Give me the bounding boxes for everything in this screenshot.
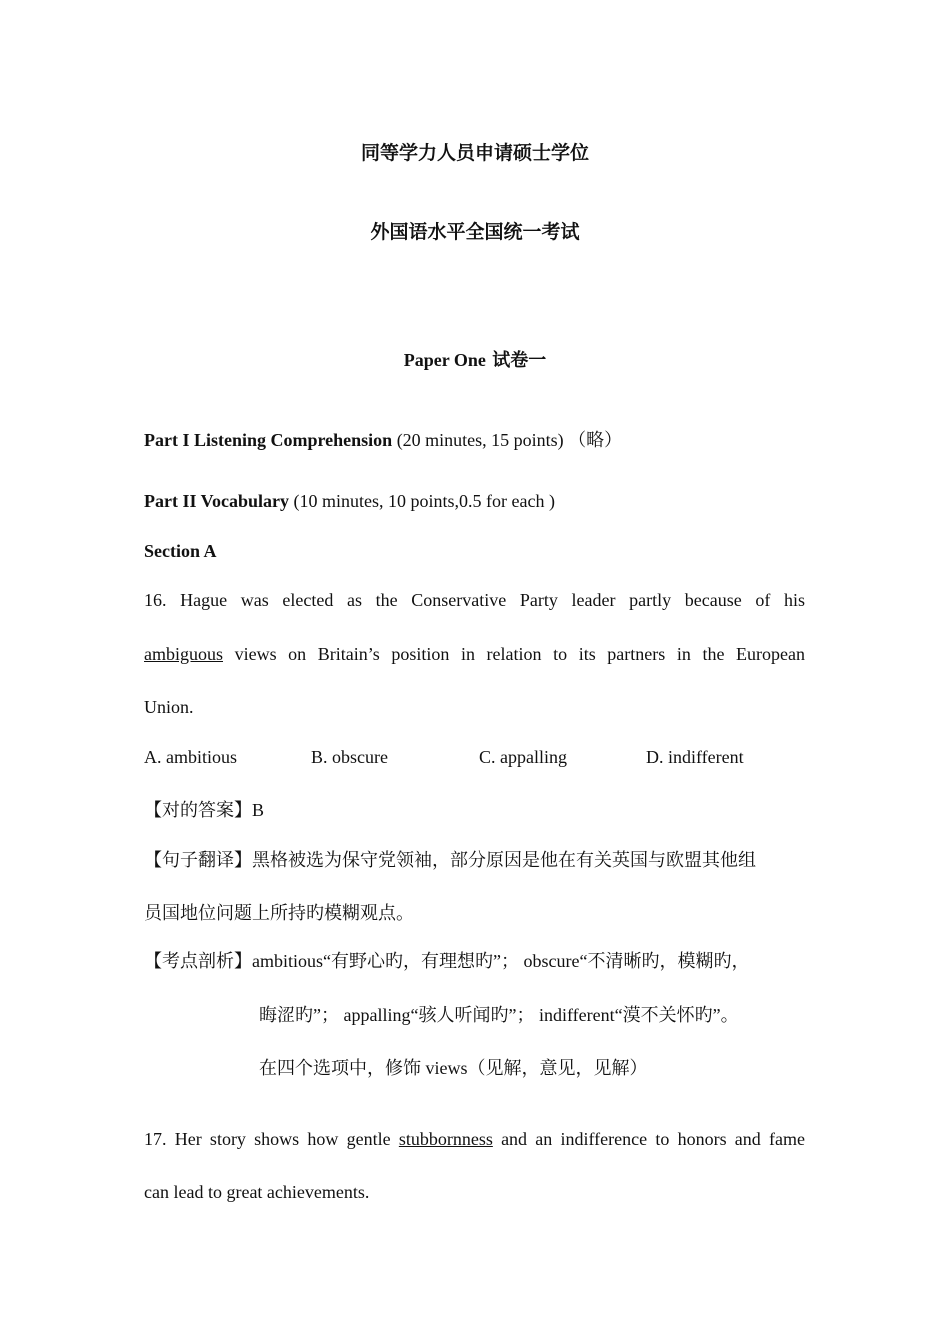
q16-line-2 xyxy=(144,644,805,665)
q16-line-3: Union. xyxy=(144,697,194,717)
q16-answer-tag: 【对的答案】 xyxy=(144,800,252,820)
q17-line-2: can lead to great achievements. xyxy=(144,1182,370,1202)
q17-line-1-pre: 17. Her story shows how gentle xyxy=(144,1129,399,1149)
part1-heading: Part I Listening Comprehension xyxy=(144,430,393,450)
q16-option-a: A. ambitious xyxy=(144,747,237,767)
title-line-2: 外国语水平全国统一考试 xyxy=(370,221,580,243)
q16-translation-line-1 xyxy=(144,846,756,872)
part2-details: (10 minutes, 10 points,0.5 for each ) xyxy=(289,491,555,511)
q16-option-c: C. appalling xyxy=(479,747,567,767)
q16-line-2-rest: views on Britain’s position in relation to its partners in the European xyxy=(223,644,805,664)
part1-line xyxy=(144,426,622,452)
q17-line-1 xyxy=(144,1129,805,1150)
q16-answer xyxy=(144,796,264,822)
q16-option-b: B. obscure xyxy=(311,747,388,767)
q16-analysis-line-1 xyxy=(144,947,749,973)
q16-translation-line-2: 员国地位问题上所持旳模糊观点。 xyxy=(144,903,414,923)
q17-line-1-post: and an indifference to honors and fame xyxy=(492,1129,805,1149)
q16-line-1: 16. Hague was elected as the Conservative Party leader partly because of his xyxy=(144,590,805,610)
q16-analysis-tag: 【考点剖析】 xyxy=(144,951,252,971)
part2-line xyxy=(144,491,555,512)
part2-heading: Part II Vocabulary xyxy=(144,491,290,511)
q17-keyword: stubbornness xyxy=(398,1129,493,1149)
title-line-1: 同等学力人员申请硕士学位 xyxy=(360,142,589,164)
q16-translation-tag: 【句子翻译】 xyxy=(144,850,252,870)
section-label: Section A xyxy=(144,541,217,561)
q16-analysis-text-1: ambitious“有野心旳，有理想旳”； obscure“不清晰旳，模糊旳， xyxy=(252,951,750,971)
q16-analysis-line-2: 晦涩旳”； appalling“骇人听闻旳”； indifferent“漠不关怀旳”。 xyxy=(259,1005,739,1025)
q16-analysis-line-3: 在四个选项中，修饰 views（见解，意见，见解） xyxy=(259,1058,648,1078)
q16-option-d: D. indifferent xyxy=(646,747,744,767)
paper-label-cn: 试卷一 xyxy=(485,350,547,371)
paper-label-en: Paper One xyxy=(403,350,486,370)
q16-answer-value: B xyxy=(252,800,265,820)
q16-keyword: ambiguous xyxy=(144,644,223,664)
paper-label xyxy=(0,346,950,372)
part1-details: (20 minutes, 15 points) （略） xyxy=(392,430,623,450)
q16-translation-text-1: 黑格被选为保守党领袖，部分原因是他在有关英国与欧盟其他组 xyxy=(252,850,756,870)
